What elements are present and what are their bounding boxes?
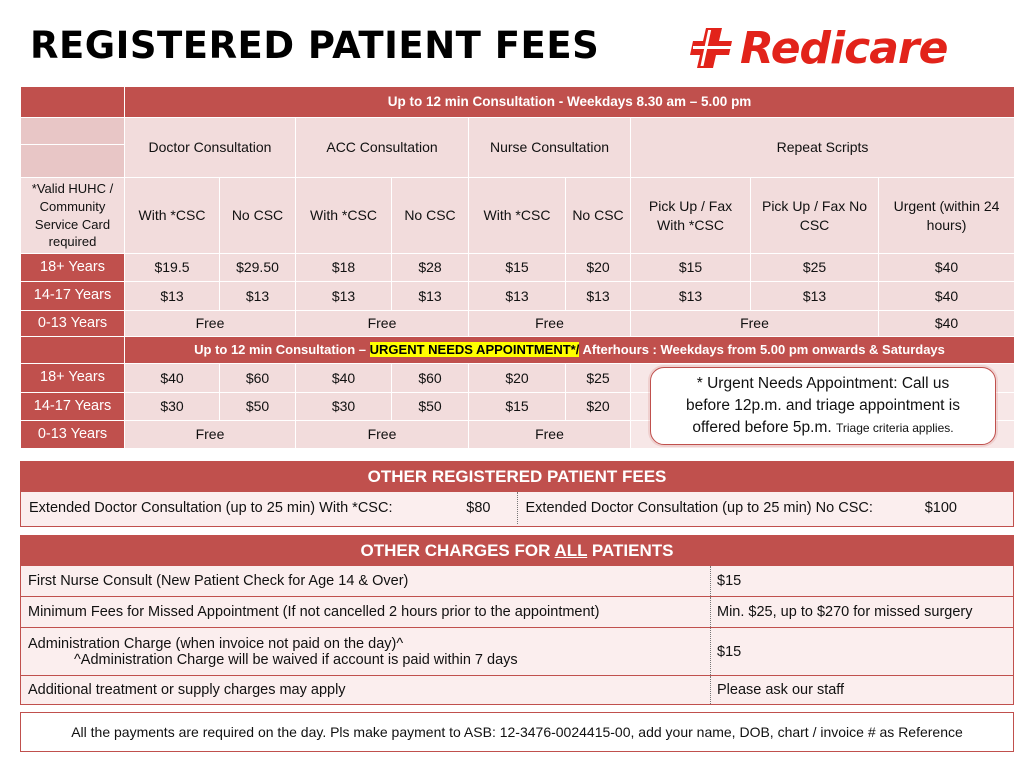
subheader-with-csc: With *CSC	[125, 178, 220, 254]
fee-cell: $25	[566, 364, 631, 393]
subheader-pickup-no-csc: Pick Up / Fax No CSC	[751, 178, 879, 254]
fee-cell: Free	[469, 311, 631, 337]
urgent-note-callout	[650, 367, 996, 445]
group-acc: ACC Consultation	[296, 118, 469, 178]
fee-cell: $60	[392, 364, 469, 393]
fee-cell: $13	[566, 282, 631, 311]
note-small: Triage criteria applies.	[836, 421, 954, 435]
corner-cell	[21, 87, 125, 118]
charge-amount: $15	[717, 643, 742, 660]
csc-note: *Valid HUHC / Community Service Card required	[21, 178, 125, 254]
other-fees-header: OTHER REGISTERED PATIENT FEES	[21, 462, 1013, 492]
note-line: offered before 5p.m. Triage criteria applies.	[692, 419, 954, 436]
fee-cell: $18	[296, 254, 392, 282]
page-title: REGISTERED PATIENT FEES	[30, 24, 600, 67]
fee-cell: $13	[469, 282, 566, 311]
charge-row	[21, 627, 1013, 675]
fee-cell: $19.5	[125, 254, 220, 282]
charge-desc: First Nurse Consult (New Patient Check for Age 14 & Over)	[21, 566, 711, 596]
subheader-pickup-csc: Pick Up / Fax With *CSC	[631, 178, 751, 254]
fee-cell: $20	[469, 364, 566, 393]
age-label: 18+ Years	[21, 364, 125, 393]
group-doctor: Doctor Consultation	[125, 118, 296, 178]
fee-cell: Free	[125, 311, 296, 337]
subheader-no-csc: No CSC	[566, 178, 631, 254]
fee-cell: $40	[296, 364, 392, 393]
charge-row	[21, 675, 1013, 704]
fee-cell: Free	[296, 421, 469, 449]
fee-cell: $28	[392, 254, 469, 282]
fee-cell: $13	[392, 282, 469, 311]
other-charges-section	[20, 535, 1014, 705]
extended-consult-row	[21, 492, 1013, 524]
corner-cell	[21, 337, 125, 364]
fee-cell: $50	[220, 393, 296, 421]
fee-cell: Free	[296, 311, 469, 337]
subheader-no-csc: No CSC	[220, 178, 296, 254]
weekday-header: Up to 12 min Consultation - Weekdays 8.30 am – 5.00 pm	[125, 87, 1015, 118]
urgent-highlight: URGENT NEEDS APPOINTMENT*/	[369, 342, 580, 358]
fee-cell: $13	[631, 282, 751, 311]
payment-footer: All the payments are required on the day. Pls make payment to ASB: 12-3476-0024415-00, add your name, DOB, chart / invoice # as Reference	[20, 712, 1014, 752]
blank-cell	[21, 145, 125, 178]
charge-amount: Please ask our staff	[717, 682, 845, 698]
charge-row	[21, 596, 1013, 627]
group-repeat-scripts: Repeat Scripts	[631, 118, 1015, 178]
blank-cell	[21, 118, 125, 145]
age-label: 14-17 Years	[21, 393, 125, 421]
fee-cell: $30	[125, 393, 220, 421]
fee-cell: $40	[125, 364, 220, 393]
other-fees-section	[20, 461, 1014, 527]
medical-cross-logo-icon	[690, 26, 738, 70]
subheader-with-csc: With *CSC	[296, 178, 392, 254]
age-label: 0-13 Years	[21, 421, 125, 449]
charge-amount: $15	[717, 573, 742, 589]
fee-cell: $40	[879, 311, 1015, 337]
charge-row	[21, 566, 1013, 596]
fee-cell: $40	[879, 282, 1015, 311]
fee-cell: Free	[469, 421, 631, 449]
note-line: before 12p.m. and triage appointment is	[685, 397, 960, 414]
group-nurse: Nurse Consultation	[469, 118, 631, 178]
fee-cell: $13	[220, 282, 296, 311]
fee-cell: $30	[296, 393, 392, 421]
fee-cell: Free	[631, 311, 879, 337]
charge-desc: Administration Charge (when invoice not paid on the day)^ ^Administration Charge will be waived if account is paid within 7 days	[21, 628, 711, 675]
fee-cell: $50	[392, 393, 469, 421]
age-label: 18+ Years	[21, 254, 125, 282]
brand-logo	[690, 22, 1000, 74]
fee-cell: $40	[879, 254, 1015, 282]
fee-cell: $13	[751, 282, 879, 311]
fee-cell: $20	[566, 254, 631, 282]
fee-cell: Free	[125, 421, 296, 449]
subheader-no-csc: No CSC	[392, 178, 469, 254]
fee-cell: $25	[751, 254, 879, 282]
fee-cell: $29.50	[220, 254, 296, 282]
charge-subnote: ^Administration Charge will be waived if account is paid within 7 days	[74, 651, 518, 668]
subheader-with-csc: With *CSC	[469, 178, 566, 254]
extended-consult-no-csc: Extended Doctor Consultation (up to 25 min) No CSC: $100	[525, 500, 957, 516]
fee-cell: $20	[566, 393, 631, 421]
charge-desc: Additional treatment or supply charges may apply	[21, 676, 711, 704]
brand-name: Redicare	[740, 22, 948, 74]
age-label: 14-17 Years	[21, 282, 125, 311]
other-charges-header: OTHER CHARGES FOR ALL PATIENTS	[21, 536, 1013, 566]
note-line: * Urgent Needs Appointment: Call us	[696, 375, 950, 392]
fee-cell: $13	[125, 282, 220, 311]
fee-cell: $15	[469, 393, 566, 421]
fee-cell: $15	[631, 254, 751, 282]
charge-desc: Minimum Fees for Missed Appointment (If not cancelled 2 hours prior to the appointment)	[21, 597, 711, 627]
fee-cell: $60	[220, 364, 296, 393]
urgent-header: Up to 12 min Consultation – URGENT NEEDS APPOINTMENT*/ Afterhours : Weekdays from 5.00 pm onwards & Saturdays	[125, 337, 1015, 364]
extended-consult-csc: Extended Doctor Consultation (up to 25 min) With *CSC: $80	[21, 492, 518, 524]
age-label: 0-13 Years	[21, 311, 125, 337]
fee-cell: $15	[469, 254, 566, 282]
charge-amount: Min. $25, up to $270 for missed surgery	[717, 604, 973, 620]
fee-cell: $13	[296, 282, 392, 311]
subheader-urgent: Urgent (within 24 hours)	[879, 178, 1015, 254]
